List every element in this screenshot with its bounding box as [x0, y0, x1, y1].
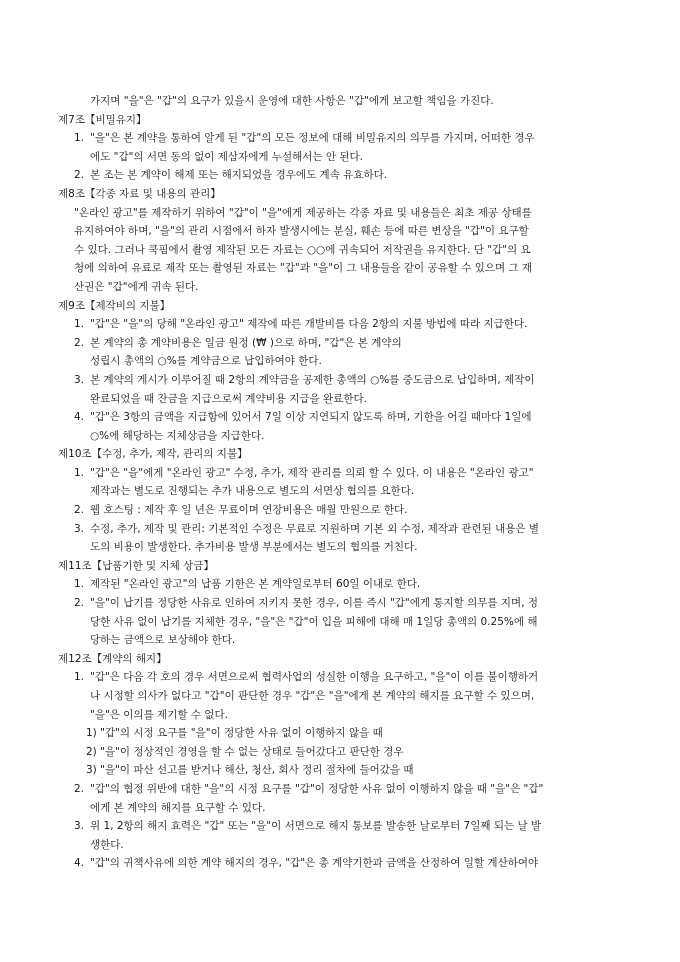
line-text: 수 있다. 그러나 쿡핌에서 촬영 제작된 모든 자료는 ○○에 귀속되어 저작권을 유지한다. 단 "갑"의 요 — [74, 243, 531, 256]
line-text: 도의 비용이 발생한다. 추가비용 발생 부분에서는 별도의 협의를 거친다. — [90, 541, 418, 554]
item-number: 3. — [74, 820, 85, 833]
line-text: "갑"의 협정 위반에 대한 "을"의 시정 요구를 "갑"이 정당한 사유 없이 이행하지 않을 때 "을"은 "갑" — [90, 782, 544, 795]
line-text: ○%에 해당하는 지체상금을 지급한다. — [90, 429, 265, 442]
line-text: 청에 의하여 유료로 제작 또는 촬영된 자료는 "갑"과 "을"이 그 내용들을 같이 공유할 수 있으며 그 재 — [74, 262, 533, 275]
line-text: 가지며 "을"은 "갑"의 요구가 있을시 운영에 대한 사항은 "갑"에게 보고할 책임을 가진다. — [90, 95, 494, 107]
line-text: 제11조【납품기한 및 지체 상금】 — [58, 559, 214, 572]
line-text: 본 계약의 총 계약비용은 일금 원정 (₩ )으로 하며, "갑"은 본 계약의 — [90, 336, 402, 349]
line-text: 생한다. — [90, 838, 124, 851]
line-text: 산권은 "갑"에게 귀속 된다. — [74, 280, 199, 293]
line-text: "을"은 본 계약을 통하여 알게 된 "갑"의 모든 정보에 대해 비밀유지의 의무를 가지며, 어떠한 경우 — [90, 132, 535, 145]
list-item — [58, 315, 640, 334]
item-number: 2. — [74, 782, 85, 795]
line-text: 당하는 금액으로 보상해야 한다. — [90, 634, 236, 647]
line-text: 2) "을"이 정상적인 경영을 할 수 없는 상태로 들어갔다고 판단한 경우 — [86, 745, 404, 758]
text-line — [58, 799, 640, 818]
line-text: 본 조는 본 계약이 해제 또는 해지되었을 경우에도 계속 유효하다. — [90, 169, 388, 182]
line-text: "갑"의 귀책사유에 의한 계약 해지의 경우, "갑"은 총 계약기한과 금액을 산정하여 일할 계산하여야 — [90, 857, 539, 870]
line-text: 제10조【수정, 추가, 제작, 관리의 지불】 — [58, 448, 248, 461]
line-text: "을"은 이의를 제기할 수 없다. — [90, 708, 228, 721]
list-item — [58, 501, 640, 520]
item-number: 1. — [74, 132, 85, 145]
text-line — [58, 204, 640, 223]
text-line — [58, 148, 640, 167]
line-text: 완료되었을 때 잔금을 지급으로써 계약비용 지급을 완료한다. — [90, 392, 367, 405]
text-line — [58, 259, 640, 278]
list-item — [58, 464, 640, 483]
list-item — [58, 575, 640, 594]
text-line — [58, 538, 640, 557]
sub-item — [58, 743, 640, 762]
line-text: "갑"은 3항의 금액을 지급함에 있어서 7일 이상 지연되지 않도록 하며, 기한을 어길 때마다 1일에 — [90, 411, 532, 424]
line-text: 제12조【계약의 해지】 — [58, 652, 167, 665]
item-number: 2. — [74, 169, 85, 182]
list-item — [58, 520, 640, 539]
sub-item — [58, 761, 640, 780]
line-text: "갑"은 다음 각 호의 경우 서면으로써 협력사업의 성실한 이행을 요구하고, "을"이 이를 불이행하거 — [90, 671, 539, 684]
text-line — [58, 92, 640, 111]
line-text: 제8조【각종 자료 및 내용의 관리】 — [58, 187, 221, 200]
list-item — [58, 668, 640, 687]
article-heading — [58, 650, 640, 669]
line-text: 에도 "갑"의 서면 동의 없이 제삼자에게 누설해서는 안 된다. — [90, 150, 363, 163]
line-text: 제작과는 별도로 진행되는 추가 내용으로 별도의 서면상 협의를 요한다. — [90, 485, 415, 498]
item-number: 1. — [74, 466, 85, 479]
line-text: 위 1, 2항의 해지 효력은 "갑" 또는 "을"이 서면으로 해지 통보를 발송한 날로부터 7일째 되는 날 발 — [90, 820, 542, 833]
item-number: 1. — [74, 671, 85, 684]
item-number: 4. — [74, 411, 85, 424]
line-text: 제7조【비밀유지】 — [58, 113, 147, 126]
item-number: 2. — [74, 336, 85, 349]
text-line — [58, 482, 640, 501]
line-text: "갑"은 "을"의 당해 "온라인 광고" 제작에 따른 개발비를 다음 2항의 지불 방법에 따라 지급한다. — [90, 318, 528, 331]
list-item — [58, 817, 640, 836]
item-number: 1. — [74, 318, 85, 331]
line-text: 수정, 추가, 제작 및 관리: 기본적인 수정은 무료로 지원하며 기본 외 수정, 제작과 관련된 내용은 별 — [90, 522, 540, 535]
text-line — [58, 427, 640, 446]
list-item — [58, 854, 640, 873]
line-text: 웹 호스팅 : 제작 후 일 년은 무료이며 연장비용은 매월 만원으로 한다. — [90, 504, 408, 517]
line-text: 제작된 "온라인 광고"의 납품 기한은 본 계약일로부터 60일 이내로 한다. — [90, 578, 421, 591]
text-line — [58, 631, 640, 650]
text-line — [58, 278, 640, 297]
list-item — [58, 371, 640, 390]
text-line — [58, 222, 640, 241]
text-line — [58, 352, 640, 371]
text-line — [58, 687, 640, 706]
article-heading — [58, 111, 640, 130]
article-heading — [58, 445, 640, 464]
line-text: "온라인 광고"를 제작하기 위하여 "갑"이 "을"에게 제공하는 각종 자료 및 내용들은 최초 제공 상태를 — [74, 206, 532, 219]
line-text: "갑"은 "을"에게 "온라인 광고" 수정, 추가, 제작 관리를 의뢰 할 수 있다. 이 내용은 "온라인 광고" — [90, 466, 534, 479]
list-item — [58, 166, 640, 185]
line-text: 나 시정할 의사가 없다고 "갑"이 판단한 경우 "갑"은 "을"에게 본 계약의 해지를 요구할 수 있으며, — [90, 690, 535, 702]
list-item — [58, 780, 640, 799]
item-number: 3. — [74, 522, 85, 535]
list-item — [58, 129, 640, 148]
item-number: 2. — [74, 504, 85, 517]
line-text: 3) "을"이 파산 선고를 받거나 해산, 청산, 회사 정리 절차에 들어갔을 때 — [86, 764, 414, 777]
text-line — [58, 241, 640, 260]
sub-item — [58, 724, 640, 743]
line-text: 성립시 총액의 ○%를 계약금으로 납입하여야 한다. — [90, 355, 322, 368]
item-number: 3. — [74, 373, 85, 386]
text-line — [58, 390, 640, 409]
line-text: 유지하여야 하며, "을"의 관리 시점에서 하자 발생시에는 분실, 훼손 등에 따른 변상을 "갑"이 요구할 — [74, 225, 529, 238]
article-heading — [58, 557, 640, 576]
text-line — [58, 836, 640, 855]
line-text: "을"이 납기를 정당한 사유로 인하여 지키지 못한 경우, 이를 즉시 "갑"에게 통지할 의무를 지며, 정 — [90, 597, 539, 610]
list-item — [58, 594, 640, 613]
article-heading — [58, 185, 640, 204]
line-text: 에게 본 계약의 해지를 요구할 수 있다. — [90, 801, 266, 814]
list-item — [58, 408, 640, 427]
line-text: 당한 사유 없이 납기를 지체한 경우, "을"은 "갑"이 입을 피해에 대해 매 1일당 총액의 0.25%에 해 — [90, 615, 538, 628]
item-number: 1. — [74, 578, 85, 591]
list-item — [58, 334, 640, 353]
line-text: 1) "갑"의 시정 요구를 "을"이 정당한 사유 없이 이행하지 않을 때 — [86, 727, 383, 740]
line-text: 제9조【제작비의 지불】 — [58, 299, 171, 312]
text-line — [58, 706, 640, 725]
text-line — [58, 613, 640, 632]
article-heading — [58, 297, 640, 316]
item-number: 2. — [74, 597, 85, 610]
line-text: 본 계약의 게시가 이루어질 때 2항의 계약금을 공제한 총액의 ○%를 중도금으로 납입하며, 제작이 — [90, 373, 535, 386]
item-number: 4. — [74, 857, 85, 870]
